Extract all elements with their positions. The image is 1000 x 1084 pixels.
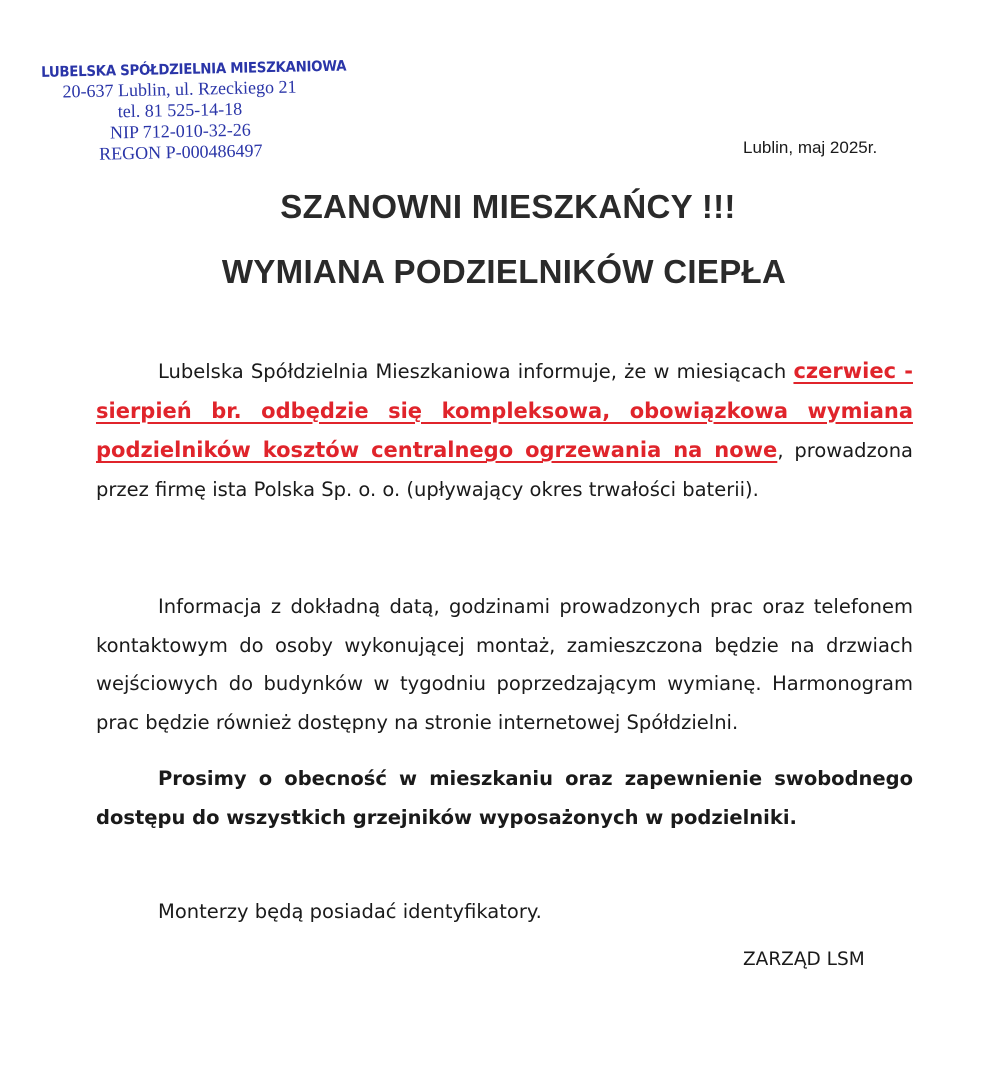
stamp-phone: tel. 81 525-14-18: [117, 98, 243, 122]
stamp-address: 20-637 Lublin, ul. Rzeckiego 21: [62, 76, 297, 102]
stamp-nip: NIP 712-010-32-26: [109, 119, 251, 143]
announcement-highlight: czerwiec - sierpień br. odbędzie się kompleksowa, obowiązkowa wymiana podzielników kosztów centralnego ogrzewania na nowe: [96, 359, 913, 462]
stamp-regon: REGON P-000486497: [98, 140, 263, 164]
heading-line-1: SZANOWNI MIESZKAŃCY !!!: [280, 188, 736, 225]
signature: ZARZĄD LSM: [743, 949, 865, 970]
announcement-intro: Lubelska Spółdzielnia Mieszkaniowa informuje, że w miesiącach: [158, 360, 787, 383]
announcement-rest: , prowadzona przez firmę ista Polska Sp. o. o. (upływający okres trwałości baterii).: [96, 439, 914, 501]
paragraph-schedule-info: Informacja z dokładną datą, godzinami prowadzonych prac oraz telefonem kontaktowym do osoby wykonującej montaż, zamieszczona będzie na drzwiach wejściowych do budynków w tygodniu poprzedzającym wymianę. Harmonogram prac będzie również dostępny na stronie internetowej Spółdzielni.: [96, 595, 913, 734]
paragraph-announcement: [96, 352, 913, 509]
heading-line-2: WYMIANA PODZIELNIKÓW CIEPŁA: [221, 253, 787, 290]
document-date: Lublin, maj 2025r.: [743, 138, 878, 157]
organization-stamp: [29, 58, 347, 166]
stamp-organization-name: LUBELSKA SPÓŁDZIELNIA MIESZKANIOWA: [40, 58, 347, 81]
paragraph-request: Prosimy o obecność w mieszkaniu oraz zapewnienie swobodnego dostępu do wszystkich grzejników wyposażonych w podzielniki.: [96, 767, 913, 829]
paragraph-installers: Monterzy będą posiadać identyfikatory.: [158, 900, 542, 923]
